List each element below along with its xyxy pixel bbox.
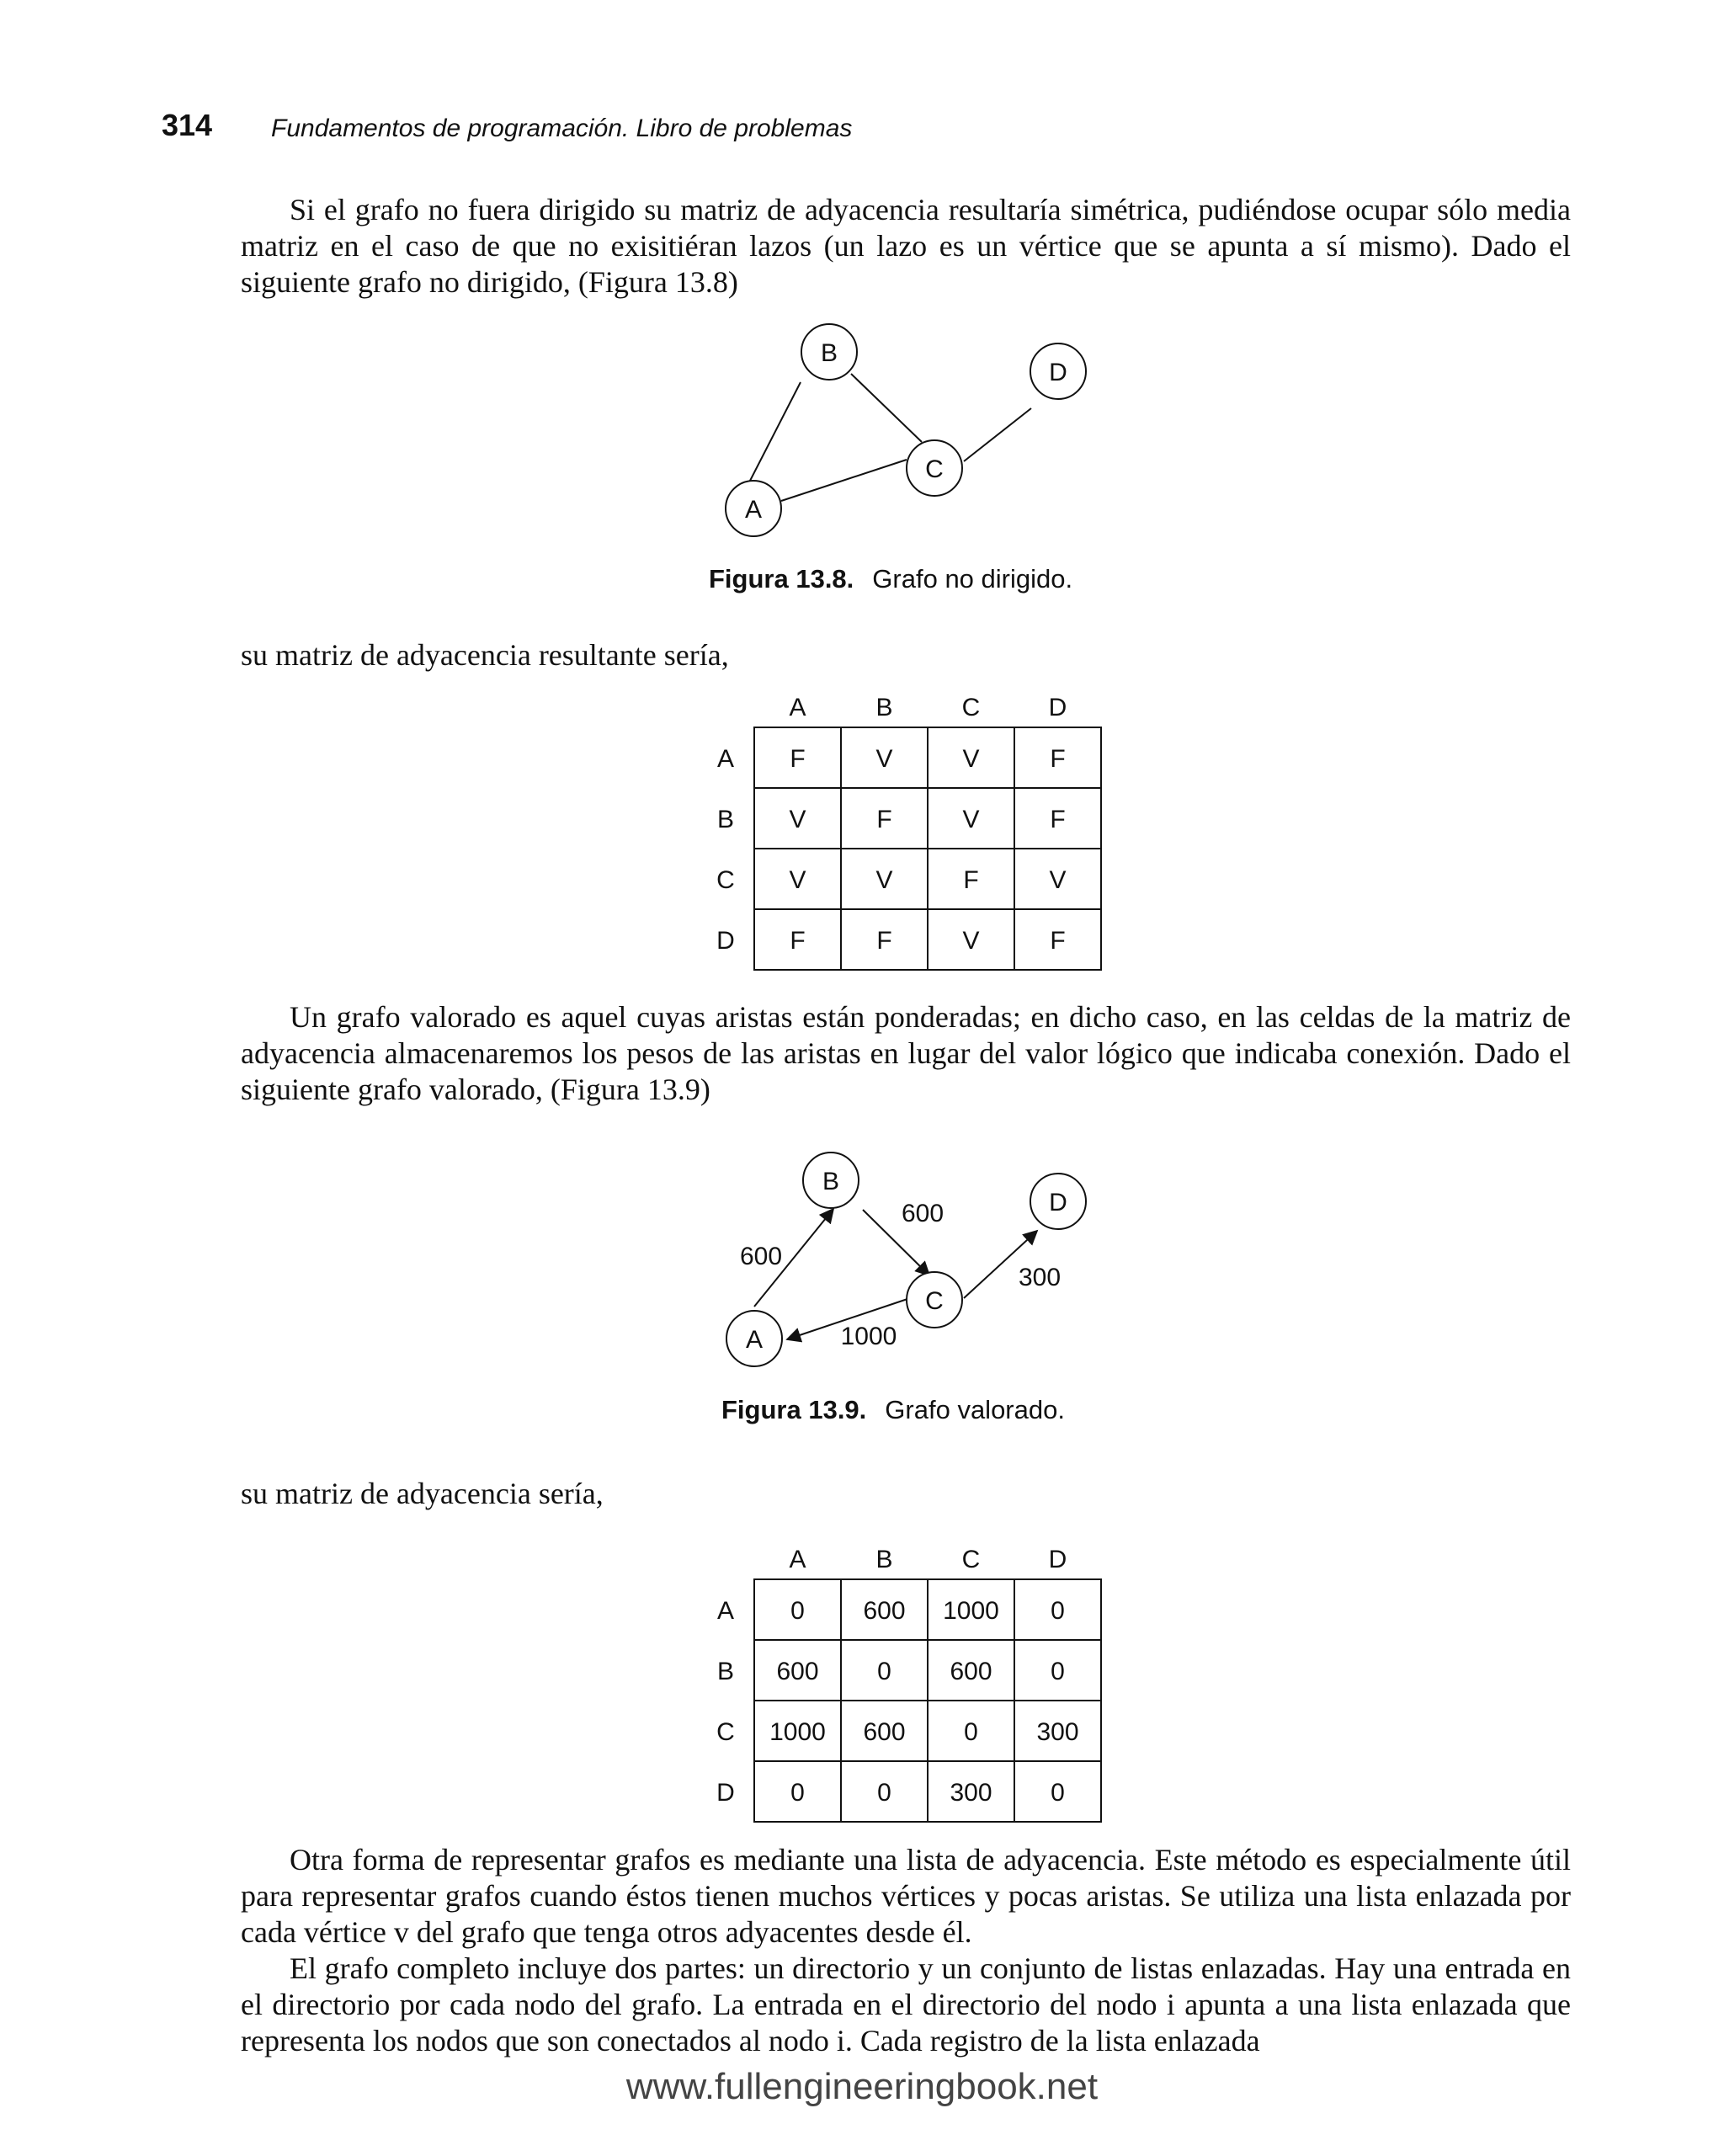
node-c-label: C: [925, 1287, 944, 1315]
matrix-column-header: D: [1048, 1546, 1067, 1573]
matrix-row-header: C: [716, 1718, 735, 1746]
figure-13-8-graph: [707, 316, 1111, 547]
matrix-cell: V: [962, 806, 980, 833]
matrix-column-header: D: [1048, 694, 1067, 721]
node-d-label: D: [1049, 359, 1067, 386]
matrix-cell: 600: [776, 1658, 819, 1685]
paragraph-4: [241, 1476, 1571, 1512]
matrix-column-header: B: [875, 694, 893, 721]
matrix-cell: 0: [964, 1718, 978, 1746]
matrix-cell: 1000: [769, 1718, 826, 1746]
paragraph-3: [241, 999, 1571, 1108]
node-b-label: B: [822, 1168, 840, 1195]
edge-a-c: [781, 460, 907, 501]
paragraph-1-text: Si el grafo no fuera dirigido su matriz de adyacencia resultaría simétrica, pudiéndose ocupar sólo media matriz en el caso de que no exisitiéran lazos (un lazo es un vértice que se apunta a sí mismo). Dado el siguiente grafo no dirigido, (Figura 13.8): [241, 193, 1571, 299]
matrix-row-header: C: [716, 866, 735, 894]
paragraph-2-text: su matriz de adyacencia resultante sería,: [241, 638, 729, 672]
matrix-row-header: B: [716, 806, 735, 833]
matrix-row-header: D: [716, 927, 735, 955]
matrix-cell: V: [789, 806, 806, 833]
figure-13-9-caption: [721, 1395, 1065, 1425]
matrix-column-header: A: [789, 694, 806, 721]
node-a-label: A: [744, 496, 763, 524]
paragraph-6-text: El grafo completo incluye dos partes: un directorio y un conjunto de listas enlazadas. Hay una entrada en el directorio por cada nodo del grafo. La entrada en el directorio del nodo i apunta a una lista enlazada que representa los nodos que son conectados al nodo i. Cada registro de la lista enlazada: [241, 1951, 1571, 2058]
matrix-cell: 300: [1036, 1718, 1079, 1746]
figure-13-9-caption-label: Figura 13.9.: [721, 1395, 867, 1424]
paragraph-4-text: su matriz de adyacencia sería,: [241, 1477, 604, 1510]
matrix-cell: 600: [950, 1658, 992, 1685]
matrix-cell: 0: [1051, 1658, 1065, 1685]
weight-c-d-label: 300: [1018, 1264, 1062, 1291]
node-c-label: C: [925, 455, 944, 483]
matrix-cell: F: [790, 745, 806, 773]
matrix-cell: F: [1050, 927, 1066, 955]
matrix-2-weighted-adjacency-table: [699, 1532, 1111, 1827]
matrix-column-header: B: [875, 1546, 893, 1573]
matrix-row-header: D: [716, 1779, 735, 1807]
matrix-row-header: A: [716, 1597, 735, 1625]
page-number: 314: [162, 108, 213, 142]
paragraph-5-text: Otra forma de representar grafos es mediante una lista de adyacencia. Este método es especialmente útil para representar grafos cuando éstos tienen muchos vértices y pocas aristas. Se utiliza una lista enlazada por cada vértice v del grafo que tenga otros adyacentes desde él.: [241, 1843, 1571, 1949]
matrix-column-header: C: [961, 694, 981, 721]
matrix-row-header: A: [716, 745, 735, 773]
paragraph-3-text: Un grafo valorado es aquel cuyas aristas están ponderadas; en dicho caso, en las celdas de la matriz de adyacencia almacenaremos los pesos de las aristas en lugar del valor lógico que indicaba conexión. Dado el siguiente grafo valorado, (Figura 13.9): [241, 1000, 1571, 1106]
paragraph-5: [241, 1842, 1571, 1951]
edge-a-b: [750, 382, 801, 481]
matrix-column-header: A: [789, 1546, 806, 1573]
matrix-cell: 0: [790, 1597, 805, 1625]
matrix-cell: V: [789, 866, 806, 894]
matrix-cell: V: [962, 927, 980, 955]
matrix-1-adjacency-table: [699, 680, 1111, 975]
matrix-cell: 600: [863, 1597, 906, 1625]
matrix-cell: F: [790, 927, 806, 955]
matrix-cell: F: [876, 806, 892, 833]
matrix-cell: V: [875, 866, 893, 894]
weight-b-c-label: 600: [901, 1200, 944, 1227]
node-d-label: D: [1049, 1189, 1067, 1216]
matrix-cell: 1000: [943, 1597, 999, 1625]
weight-c-a-label: 1000: [840, 1323, 897, 1350]
matrix-cell: V: [1049, 866, 1067, 894]
figure-13-8-caption-text: Grafo no dirigido.: [872, 564, 1073, 594]
matrix-column-header: C: [961, 1546, 981, 1573]
paragraph-6: [241, 1951, 1571, 2059]
edge-b-c: [851, 374, 922, 442]
matrix-cell: F: [1050, 745, 1066, 773]
matrix-cell: V: [875, 745, 893, 773]
edge-c-d: [964, 408, 1031, 461]
matrix-cell: 0: [877, 1779, 891, 1807]
matrix-cell: 0: [1051, 1779, 1065, 1807]
footer-url: www.fullengineeringbook.net: [625, 2066, 1099, 2107]
matrix-cell: 600: [863, 1718, 906, 1746]
matrix-cell: F: [876, 927, 892, 955]
node-b-label: B: [820, 339, 838, 367]
figure-13-8-caption-label: Figura 13.8.: [709, 564, 854, 594]
weight-a-b-label: 600: [739, 1243, 783, 1270]
matrix-cell: V: [962, 745, 980, 773]
figure-13-9-caption-text: Grafo valorado.: [885, 1395, 1065, 1424]
figure-13-9-graph: [724, 1145, 1120, 1381]
matrix-cell: F: [1050, 806, 1066, 833]
running-header-title: Fundamentos de programación. Libro de problemas: [271, 114, 853, 142]
matrix-cell: 0: [790, 1779, 805, 1807]
matrix-cell: 0: [1051, 1597, 1065, 1625]
matrix-cell: 0: [877, 1658, 891, 1685]
matrix-cell: F: [963, 866, 979, 894]
matrix-row-header: B: [716, 1658, 735, 1685]
matrix-cell: 300: [950, 1779, 992, 1807]
node-a-label: A: [745, 1326, 764, 1354]
paragraph-1: [241, 192, 1571, 301]
figure-13-8-caption: [709, 564, 1072, 594]
paragraph-2: [241, 637, 1571, 673]
